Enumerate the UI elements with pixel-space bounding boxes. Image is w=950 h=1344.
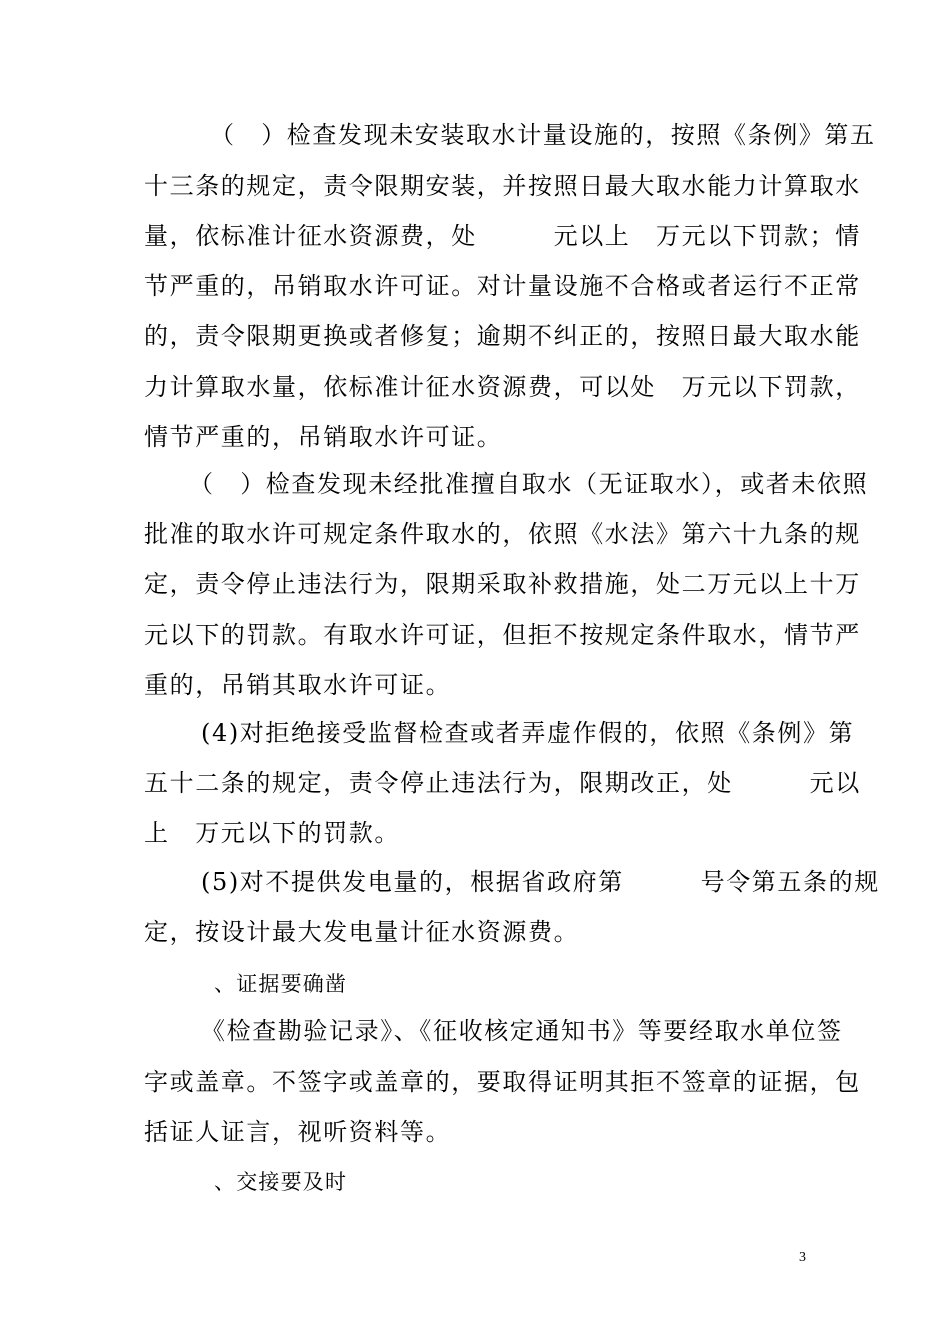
text-line: 力计算取水量，依标准计征水资源费，可以处 万元以下罚款，	[144, 373, 861, 401]
text-line: 十三条的规定，责令限期安装，并按照日最大取水能力计算取水	[144, 172, 861, 200]
text-line: 量，依标准计征水资源费，处 元以上 万元以下罚款；情	[144, 222, 861, 250]
page-number: 3	[799, 1250, 806, 1265]
text-line: （ ）检查发现未安装取水计量设施的，按照《条例》第五	[210, 121, 876, 149]
text-line: (5)对不提供发电量的，根据省政府第 号令第五条的规	[201, 868, 880, 896]
text-line: （ ）检查发现未经批准擅自取水（无证取水），或者未依照	[189, 470, 869, 498]
text-line: 重的，吊销其取水许可证。	[144, 671, 452, 699]
text-line: 定，责令停止违法行为，限期采取补救措施，处二万元以上十万	[144, 570, 861, 598]
text-line: 五十二条的规定，责令停止违法行为，限期改正，处 元以	[144, 769, 861, 797]
text-line: 定，按设计最大发电量计征水资源费。	[144, 918, 580, 946]
section-heading: 、交接要及时	[214, 1170, 348, 1194]
section-heading: 、证据要确凿	[214, 972, 348, 996]
text-line: (4)对拒绝接受监督检查或者弄虚作假的，依照《条例》第	[201, 719, 855, 747]
text-line: 上 万元以下的罚款。	[144, 819, 400, 847]
text-line: 的，责令限期更换或者修复；逾期不纠正的，按照日最大取水能	[144, 322, 861, 350]
text-line: 批准的取水许可规定条件取水的，依照《水法》第六十九条的规	[144, 520, 861, 548]
text-line: 元以下的罚款。有取水许可证，但拒不按规定条件取水，情节严	[144, 621, 861, 649]
text-line: 节严重的，吊销取水许可证。对计量设施不合格或者运行不正常	[144, 272, 861, 300]
text-line: 情节严重的，吊销取水许可证。	[144, 423, 503, 451]
text-line: 《检查勘验记录》、《征收核定通知书》等要经取水单位签	[201, 1017, 843, 1045]
text-line: 字或盖章。不签字或盖章的，要取得证明其拒不签章的证据，包	[144, 1068, 861, 1096]
text-line: 括证人证言，视听资料等。	[144, 1118, 452, 1146]
